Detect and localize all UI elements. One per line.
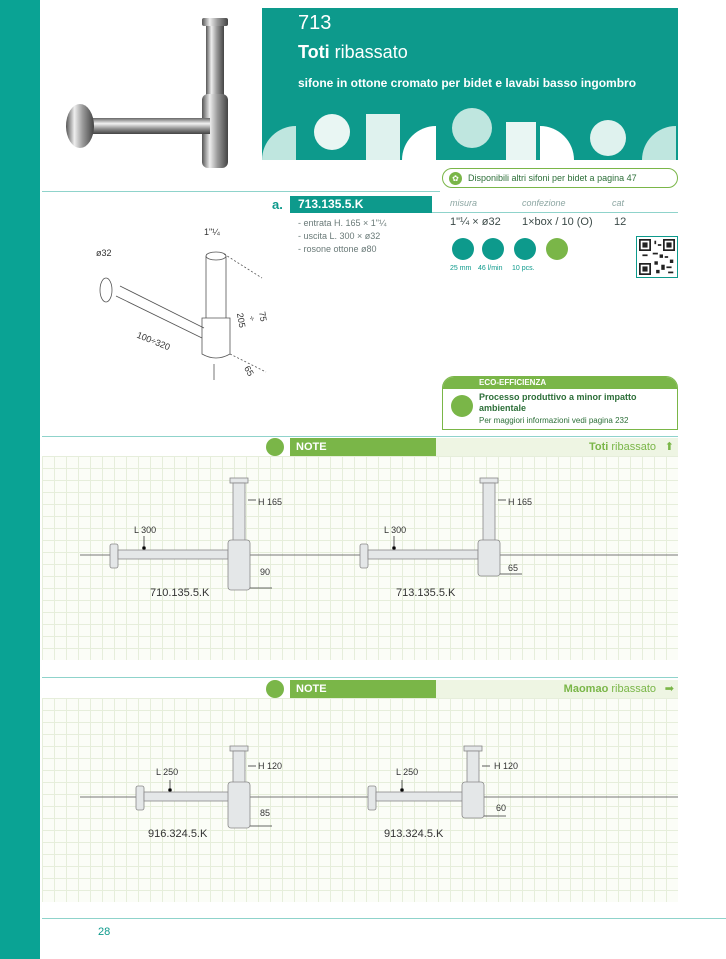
dim-depth: 65 [508,563,519,573]
note-link-toti[interactable] [436,438,678,456]
dim-length: 100÷320 [135,329,172,353]
note-link-maomao[interactable] [436,680,678,698]
technical-drawing [90,224,280,384]
value-misura: 1"¼ × ø32 [450,216,501,228]
leaf-icon [451,395,473,417]
arrow-up-icon: ⬆ [664,441,674,453]
col-head-misura: misura [450,198,478,208]
product-header [262,8,678,160]
dim-length: L 250 [156,767,179,777]
feature-label: 46 l/min [478,265,503,272]
model-code: 916.324.5.K [148,828,208,840]
value-confezione: 1×box / 10 (O) [522,216,593,228]
note-link-bold: Toti [588,441,609,453]
divider [42,191,440,192]
col-head-confezione: confezione [522,198,566,208]
outlet-icon [452,238,474,260]
note-link-bold: Maomao [563,683,609,695]
dim-height: H 165 [258,497,283,507]
product-series-code: 713 [298,12,332,34]
decorative-tile-pattern [262,92,678,160]
dim-depth: 85 [260,808,271,818]
dim-height: H 120 [494,761,519,771]
dim-depth: 60 [496,803,507,813]
product-title-bold: Toti [298,42,330,62]
col-head-cat: cat [612,198,625,208]
eco-reference: Per maggiori informazioni vedi pagina 232 [479,416,629,425]
divider [432,212,678,213]
dim-height: 75 ÷ 205 [234,310,269,329]
feature-label: 10 pcs. [512,265,535,272]
model-code: 913.324.5.K [384,828,444,840]
article-code: 713.135.5.K [290,196,432,213]
spec-uscita: - uscita L. 300 × ø32 [298,231,381,241]
note-link-light: ribassato [611,683,656,695]
note-drawings-1 [80,474,680,604]
dim-offset: 65 [242,364,256,378]
note-label: NOTE [290,680,436,698]
product-photo [60,14,260,174]
dim-diameter: ø32 [96,248,112,258]
dim-height: H 165 [508,497,533,507]
leaf-icon [546,238,568,260]
flow-icon [482,238,504,260]
note-bar [266,680,678,698]
info-icon: ✿ [449,172,462,185]
spec-rosone: - rosone ottone ø80 [298,244,377,254]
variant-letter: a. [272,197,283,212]
note-link-light: ribassato [611,441,656,453]
qr-code[interactable] [636,236,678,278]
arrow-right-icon: ➡ [664,683,674,695]
left-color-bar [0,0,40,959]
feature-label: 25 mm [450,265,472,272]
dim-length: L 300 [384,525,407,535]
box-icon [514,238,536,260]
page-number: 28 [98,926,111,938]
divider [42,677,678,678]
product-title [298,42,408,63]
note-icon [266,680,284,698]
value-cat: 12 [614,216,627,228]
dim-depth: 90 [260,567,271,577]
eco-efficiency-box [442,376,678,430]
model-code: 713.135.5.K [396,587,456,599]
note-drawings-2 [80,740,680,840]
product-subtitle: sifone in ottone cromato per bidet e lavabi basso ingombro [298,76,637,90]
note-icon [266,438,284,456]
footer-line [42,918,726,919]
availability-pill[interactable] [442,168,678,188]
note-bar [266,438,678,456]
spec-entrata: - entrata H. 165 × 1"¼ [298,218,387,228]
product-title-light: ribassato [334,42,408,62]
divider [42,436,678,437]
eco-heading: ECO-EFFICIENZA [443,377,677,389]
note-label: NOTE [290,438,436,456]
dim-length: L 300 [134,525,157,535]
model-code: 710.135.5.K [150,587,210,599]
eco-description: Processo produttivo a minor impatto ambientale [479,392,637,413]
dim-inlet: 1"¼ [204,227,220,237]
dim-length: L 250 [396,767,419,777]
dim-height: H 120 [258,761,283,771]
availability-text: Disponibili altri sifoni per bidet a pagina 47 [468,173,637,183]
